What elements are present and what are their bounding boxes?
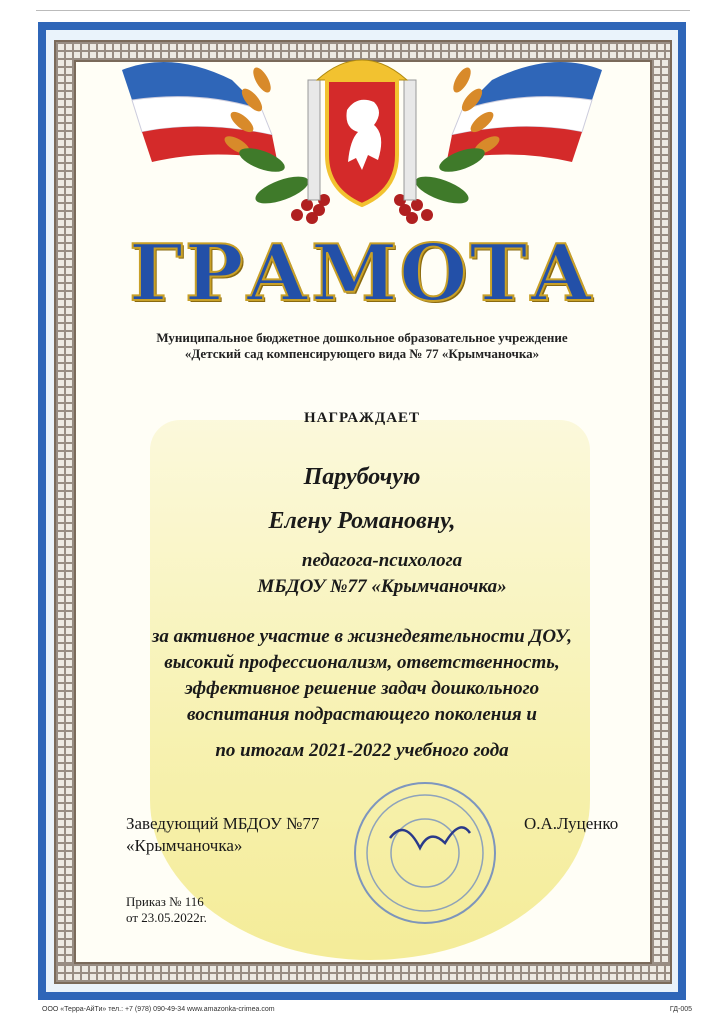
reason-line-3: эффективное решение задач дошкольного	[184, 678, 540, 699]
recipient-institution: МБДОУ №77 «Крымчаночка»	[257, 576, 507, 597]
reason-line-5: по итогам 2021-2022 учебного года	[215, 740, 509, 761]
recipient-position: педагога-психолога	[301, 550, 463, 571]
signer-name: О.А.Луценко	[524, 814, 619, 833]
awards-heading: НАГРАЖДАЕТ	[303, 410, 421, 426]
organization-line-2: «Детский сад компенсирующего вида № 77 «Крымчаночка»	[184, 346, 540, 361]
order-number: Приказ № 116	[126, 894, 204, 909]
ornamental-border-bottom	[56, 964, 670, 982]
reason-line-4: воспитания подрастающего поколения и	[187, 704, 537, 725]
recipient-name: Елену Романовну,	[268, 508, 456, 534]
organization-line-1: Муниципальное бюджетное дошкольное образовательное учреждение	[156, 330, 568, 345]
reason-line-1: за активное участие в жизнедеятельности ДОУ,	[151, 626, 573, 647]
reason-line-2: высокий профессионализм, ответственность,	[164, 652, 560, 673]
crimea-emblem	[112, 40, 612, 240]
form-code: ГД-005	[669, 1006, 692, 1013]
top-rule	[36, 10, 690, 11]
official-stamp	[350, 778, 500, 928]
recipient-surname: Парубочую	[303, 464, 421, 490]
signer-title-line-2: «Крымчаночка»	[126, 836, 243, 855]
printer-footer: ООО «Терра-АйТи» тел.: +7 (978) 090-49-34 www.amazonka-crimea.com	[42, 1006, 275, 1013]
signer-title-line-1: Заведующий МБДОУ №77	[126, 814, 320, 833]
order-date: от 23.05.2022г.	[126, 910, 207, 925]
certificate-title: ГРАМОТА	[129, 228, 595, 319]
